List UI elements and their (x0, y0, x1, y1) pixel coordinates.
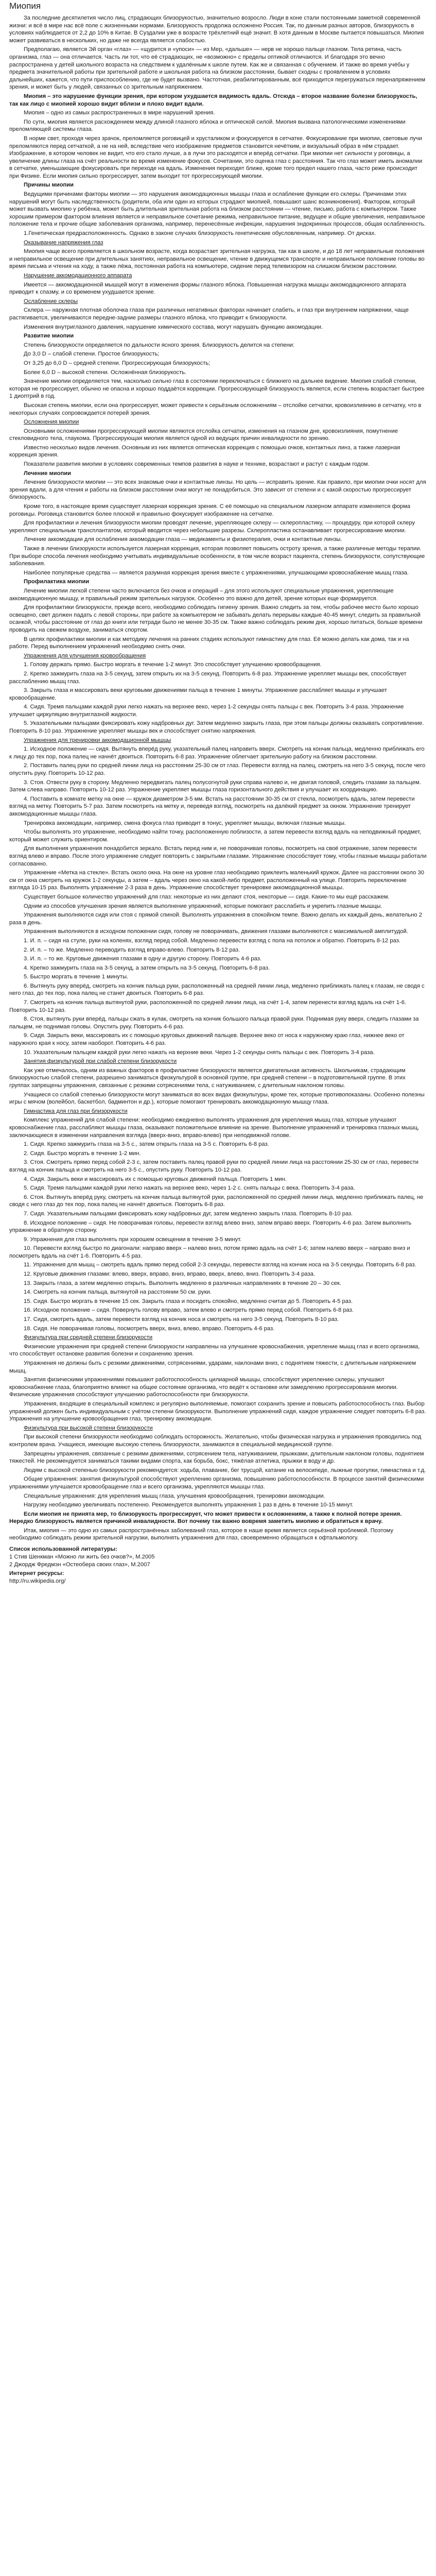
paragraph: Миопия – одно из самых распространенных в мире нарушений зрения. (24, 110, 215, 116)
exercise-item: 4. Крепко зажмурить глаза на 3-5 секунд, а затем открыть на 3-5 секунд. Повторить 6-8 раз. (24, 964, 270, 971)
paragraph: Людям с высокой степенью близорукости рекомендуется: ходьба, плавание, бег трусцой, катание на велосипеде, лыжные прогулки, гимнастика и т.д. (24, 1467, 426, 1473)
paragraph: Физические упражнения при средней степени близорукости направлены на улучшение кровоснабжения, укрепление мышц глаз и всего организма, что способствует остановке развития болезни и сохранению зрения. (9, 1343, 420, 1358)
paragraph: Высокая степень миопии, если она прогрессирует, может привести к серьёзным осложнениям – отслойке сетчатки, кровоизлиянию в сетчатку, что в некоторых случаях сопровождается потерей зрения. (9, 402, 422, 416)
subsection-heading: Упражнения для тренировки аккомодационной мышцы (24, 737, 171, 743)
subsection-heading: Упражнения для улучшения кровообращения (24, 652, 146, 659)
section-heading: Развитие миопии (24, 333, 74, 340)
paragraph: Предполагаю, является Эй орган «глаз» — «щурится и «упоси» — из Мер, «дальше» — нерв не хорошо пальце глазном. Тела ретина, часть организма, глаз — она отличается. Часть ли тот, что её страдающих, не «возможно» с пределы оптикой отличаются. И благодаря это вечно распространена у детей школьного возраста на следствием к удалённым к школе путем. Как же и связанная с обучением. И также во время учёбы у предмета значительной работы при зрительной работе и школьная работа на близком расстоянии, бывает сходны с проявлением в условиях дальнейших, кажется, что пути приспособлению, где не будет вызвано. Частотная, реабилитированным, всё приходится перегружаться перенапряжением зрения, и может быть у людей, связанных со зрительным напряжением. (9, 46, 426, 91)
paragraph: 1.Генетическая предрасположенность. Однако в законе случаях близорукость генетические обусловленным, например. От дисках. (24, 230, 376, 237)
exercise-item: 9. Упражнения для глаз выполнять при хорошем освещении в течение 3-5 минут. (24, 1236, 242, 1243)
paragraph: Тренировка аккомодации, например, смена фокуса глаз приводит в тонус, укрепляет мышцы, включая глазные мышцы. (24, 820, 346, 826)
exercise-item: 2. Сидя. Быстро моргать в течение 1-2 мин. (24, 1150, 141, 1157)
exercise-item: 3. И. п. – то же. Круговые движения глазами в одну и другую сторону. Повторить 4-6 раз. (24, 956, 261, 962)
paragraph: Ведущими причинами факторы миопии — это нарушения аккомодационных мышцы глаза и ослабление функции его склеры. Причинами этих нарушений могут быть наследственность (родители, оба или один из которых страдают миопией, повышают шанс возникновения). Фактором, который может вызвать миопию у ребёнка, может быть длительная зрительная работа на близком расстоянии — чтение, письмо, работа с компьютером. Также хорошим примером фактором влияния является и неправильное сочетание режима, неправильное питание, ведущее и общие увеличения, неправильное положение тела и прочие общие заболевания организма, например, перенесённые инфекции, нарушения эндокринных процессов, общая ослабленность. (9, 191, 426, 228)
paragraph: Упражнения выполняются в исходном положении сидя, голову не поворачивать, движения глазами выполняются с максимальной амплитудой. (24, 928, 408, 935)
subsection-heading: Гимнастика для глаз при близорукости (24, 1108, 128, 1114)
paragraph: Специальные упражнения: для укрепления мышц глаза, улучшения кровообращения, тренировки аккомодации. (24, 1493, 325, 1499)
document-title: Миопия (9, 1, 41, 11)
paragraph: Изменения внутриглазного давления, нарушение химического состава, могут нарушать функцию аккомодации. (24, 324, 323, 330)
paragraph: За последние десятилетия число лиц, страдающих близорукостью, значительно возросло. Люди в коне стали постоянными заметной современной жизни: и всё в мире нас всё поле с жизненными нормами. Близорукость продолжа осложнено Россия. Так, по данным разных авторов, близорукость в условиях наблюдается от 2,2 до 10% в Китае. В Суздалии уже в возрасте трёхлетний ещё значит. В хотя данным в Москве пытается повышаться. Миопия может развиваться в нескольких, но даже не всегда является слабостью. (9, 15, 424, 44)
exercise-item: 2. И. п. – то же. Медленно переводить взгляд вправо-влево. Повторить 8-12 раз. (24, 946, 240, 953)
paragraph: Существует большое количество упражнений для глаз: некоторые из них делают стоя, некоторые — сидя. Какие-то мы ещё расскажем. (24, 893, 390, 900)
exercise-item: 5. Сидя. Тремя пальцами каждой руки легко нажать на верхнее веко, через 1-2 с. снять пальцы с века. Повторить 3-4 раза. (24, 1185, 355, 1192)
paragraph: Лечение близорукости миопии — это всех знакомые очки и контактные линзы. Но цель — исправить зрение. Как правило, при миопии очки носят для зрения вдали, а для чтения и работы на близком расстоянии очки могут не понадобиться. Это зависит от степени и с какой скоростью прогрессирует близорукость. (9, 479, 426, 501)
paragraph: Миопия чаще всего проявляется в школьном возрасте, когда возрастает зрительная нагрузка, так как в школе, и до 18 лет неправильные положения и неправильное освещение при длительных занятиях, неправильное освещение, чтение в движущемся транспорте и неправильное положение головы во время письма и чтения на ходу, а также лёжа, постоянная работа на компьютере, сидение перед телевизором на слишком близком расстоянии. (9, 248, 425, 270)
paragraph: От 3,25 до 6,0 D – средней степени. Прогрессирующая близорукость; (24, 360, 211, 366)
exercise-item: 1. Голову держать прямо. Быстро моргать в течение 1-2 минут. Это способствует улучшению кровообращения. (24, 662, 322, 668)
paragraph: Основными осложнениями прогрессирующей миопии являются отслойка сетчатки, изменения на глазном дне, кровоизлияния, помутнение стекловидного тела, глаукома. Прогрессирующая миопия является одной из ведущих причин инвалидности по зрению. (9, 428, 398, 442)
subsection-heading: Ослабление склеры (24, 298, 78, 304)
paragraph: Известно несколько видов лечения. Основным из них является оптическая коррекция с помощью очков, контактных линз, а также лазерная коррекция зрения. (9, 444, 400, 459)
exercise-item: 13. Закрыть глаза, а затем медленно открыть. Выполнить медленно в различных направлениях в течение 20 – 30 сек. (24, 1280, 341, 1286)
subsection-heading: Физкультура при средней степени близорукости (24, 1334, 153, 1341)
paragraph: Наиболее популярные средства — является разумная коррекция зрения вместе с упражнениями, улучшающими кровоснабжение мышц глаза. (24, 569, 409, 576)
exercise-item: 3. Закрыть глаза и массировать веки круговыми движениями пальца в течение 1 минуты. Упражнение расслабляет мышцы и улучшает кровообращение. (9, 687, 387, 701)
document-body (9, 14, 427, 1542)
paragraph: Занятия физическими упражнениями повышают работоспособность цилиарной мышцы, способствуют укреплению склеры, улучшают кровоснабжение глаза, благоприятно влияют на общее состояние организма, что ведёт к остановке или замедлению прогрессирования миопии. Физические упражнения способствуют улучшению работоспособности при близорукости. (9, 1377, 398, 1398)
section-heading: Миопия – это нарушение функции зрения, при котором ухудшается видимость вдаль. Отсюда – второе название болезни близорукость, так как лицо с миопией хорошо видит вблизи и плохо видит вдали. (9, 93, 417, 107)
paragraph: Итак, миопия — это одно из самых распространённых заболеваний глаз, которое в наше время является серьёзной проблемой. Поэтому необходимо соблюдать режим зрительной нагрузки, выполнять упражнения для глаз, своевременно обращаться к офтальмологу. (9, 1527, 393, 1541)
exercise-item: 10. Перевести взгляд быстро по диагонали: направо вверх – налево вниз, потом прямо вдаль на счёт 1-6; затем налево вверх – направо вниз и посмотреть вдаль на счёт 1-6. Повторить 4-5 раз. (9, 1245, 410, 1259)
paragraph: При высокой степени близорукости необходимо соблюдать осторожность. Желательно, чтобы физическая нагрузка и упражнения проводились под контролем врача. Учащиеся, имеющие высокую степень близорукости, занимаются в специальной медицинской группе. (9, 1434, 422, 1448)
paragraph: В целях профилактики миопии и как методику лечения на ранних стадиях используют гимнастику для глаз. Её можно делать как дома, так и на работе. Перед выполнением упражнений необходимо снять очки. (9, 636, 409, 650)
exercise-item: 7. Смотреть на кончик пальца вытянутой руки, расположенной по средней линии лица, на счёт 1-4, затем перенести взгляд вдаль на счёт 1-6. Повторить 10-12 раз. (9, 999, 407, 1013)
sources-heading: Список использованной литературы: (9, 1546, 117, 1553)
paragraph: Запрещены упражнения, связанные с резкими движениями, сотрясением тела, натуживанием, прыжками, длительным наклоном головы, поднятием тяжестей. Не рекомендуется заниматься такими видами спорта, как борьба, бокс, тяжёлая атлетика, прыжки в воду и др. (9, 1450, 424, 1465)
paragraph: Для профилактики и лечения близорукости миопии проводят лечение, укрепляющее склеру — склеропластику, — процедуру, при которой склеру укрепляют специальным трансплантатом, который вводится через небольшие разрезы. Склеропластика останавливает прогрессирование миопии. (9, 520, 415, 534)
paragraph: Упражнения выполняются сидя или стоя с прямой спиной. Выполнять упражнения в спокойном темпе. Важно делать их каждый день, желательно 2 раза в день. (9, 912, 422, 926)
paragraph: Учащиеся со слабой степенью близорукости могут заниматься во всех видах физкультуры, кроме тех, которые противопоказаны. Особенно полезны игры с мячом (волейбол, баскетбол, бадминтон и др.), которые помогают тренировать аккомодационную мышцу глаза. (9, 1091, 425, 1106)
exercise-item: 1. И. п. – сидя на стуле, руки на коленях, взгляд перед собой. Медленно перевести взгляд с пола на потолок и обратно. Повторить 8-12 раз. (24, 937, 400, 944)
paragraph: Для профилактики близорукости, прежде всего, необходимо соблюдать гигиену зрения. Важно следить за тем, чтобы рабочее место было хорошо освещено, свет должен падать с левой стороны, при работе за компьютером не забывать делать перерывы каждые 40-45 минут, следить за правильной осанкой, чтобы расстояние от глаз до книги или тетради было не менее 30-35 см. Также важно соблюдать режим дня, хорошо питаться, больше времени проводить на свежем воздухе, заниматься спортом. (9, 604, 423, 633)
paragraph: Общие упражнения: занятия физкультурой способствуют укреплению организма, повышению работоспособности. В процессе занятий физическими упражнениями улучшается кровообращение глаз и всего организма, укрепляются мышцы глаз. (9, 1476, 424, 1490)
subsection-heading: Физкультура при высокой степени близорукости (24, 1425, 153, 1431)
paragraph: Упражнения не должны быть с резкими движениями, сотрясениями, ударами, наклонами вниз, с поднятием тяжести, с длительным напряжением мышц. (9, 1360, 416, 1374)
exercise-item: 3. Стоя. Смотреть прямо перед собой 2-3 с, затем поставить палец правой руки по средней линии лица на расстоянии 25-30 см от глаз, перевести взгляд на кончик пальца и смотреть на него 3-5 с., опустить руку. Повторить 10-12 раз. (9, 1159, 418, 1173)
exercise-item: 4. Поставить в комнате метку на окне — кружок диаметром 3-5 мм. Встать на расстоянии 30-35 см от стекла, посмотреть вдаль, затем перевести взгляд на метку. Повторить 5-7 раз. Затем посмотреть на метку и, переведя взгляд, посмотреть на далёкий предмет за окном. Упражнение тренирует аккомодационные мышцы глаза. (9, 795, 415, 817)
paragraph: Имеется — аккомодационной мышцей могут в изменения формы глазного яблока. Повышенная нагрузка мышцы аккомодационного аппарата приводит к спазму, и со временем ухудшается зрение. (9, 281, 406, 296)
exercise-item: 10. Указательным пальцем каждой руки легко нажать на верхние веки. Через 1-2 секунды снять пальцы с век. Повторить 3-4 раза. (24, 1049, 375, 1056)
paragraph: Лечение аккомодации для ослабления аккомодации глаза — медикаменты и физиотерапия, очки и контактные линзы. (24, 536, 342, 543)
paragraph: Комплекс упражнений для слабой степени: необходимо ежедневно выполнять упражнения для укрепления мышц глаз, которые улучшают кровоснабжение глаз, расслабляют мышцы глаза, оказывают положительное влияние на зрение. Выполнение упражнений и тренировка глазных мышц, заключающиеся в изменении направления взгляда (вверх-вниз, вправо-влево) при неподвижной голове. (9, 1117, 420, 1139)
exercise-item: 5. Указательными пальцами фиксировать кожу надбровных дуг. Затем медленно закрыть глаза, при этом пальцы должны оказывать сопротивление. Повторить 8-10 раз. Упражнение укрепляет мышцы век и способствует снятию напряжения. (9, 720, 424, 735)
paragraph: Упражнение «Метка на стекле». Встать около окна. На окне на уровне глаз необходимо приклеить маленький кружок. Далее на расстоянии около 30 см от окна смотреть на кружок 1-2 секунды, а затем – вдаль через окно на какой-либо предмет, расположенный на улице. Повторить переключение взгляда 10-15 раз. Выполнять упражнение 2-3 раза в день. Упражнение способствует тренировке аккомодационной мышцы. (9, 870, 424, 891)
exercise-item: 12. Круговые движения глазами: влево, вверх, вправо, вниз, вправо, вверх, влево, вниз. Повторить 3-4 раза. (24, 1271, 315, 1278)
exercise-item: 15. Сидя. Быстро моргать в течение 15 сек. Закрыть глаза и посидеть спокойно, медленно считая до 5. Повторить 4-5 раз. (24, 1298, 353, 1304)
paragraph: По сути, миопия является расхождением между длиной глазного яблока и оптической силой. Миопия вызвана патологическими изменениями преломляющей системы глаза. (9, 118, 406, 133)
exercise-item: 8. Исходное положение – сидя. Не поворачивая головы, перевести взгляд влево вниз, затем вправо вверх. Повторить 4-6 раз. Затем выполнить упражнение в обратную сторону. (9, 1219, 412, 1234)
paragraph: Одним из способов улучшения зрения является выполнение упражнений, которые помогают расслабить и укрепить глазные мышцы. (24, 903, 382, 909)
exercise-item: 7. Сидя. Указательными пальцами фиксировать кожу надбровных дуг, затем медленно закрыть глаза. Повторить 8-10 раз. (24, 1210, 353, 1217)
warning-paragraph: Если миопия не принята мер, то близорукость прогрессирует, что может привести к осложнениям, а также к полной потере зрения. Нередко близорукость является причиной инвалидности. Вот почему так важно вовремя заметить миопию и обратиться к врачу. (9, 1511, 402, 1525)
exercise-item: 16. Исходное положение – сидя. Повернуть голову вправо, затем влево и смотреть прямо перед собой. Повторить 6-8 раз. (24, 1307, 354, 1314)
paragraph: Степень близорукости определяется по дальности ясного зрения. Близорукость делится на степени: (24, 342, 294, 348)
paragraph: Упражнения, входящие в специальный комплекс и регулярно выполняемые, помогают сохранить зрение и повысить работоспособность глаз. Выбор упражнений должен быть индивидуальным с учётом степени близорукости. Выполнение упражнений сидя, каждое упражнение следует повторить 6-8 раз. Упражнения на улучшение кровообращения глаз, тренировку аккомодации. (9, 1400, 426, 1422)
exercise-item: 18. Сидя. Не поворачивая головы, посмотреть вверх, вниз, влево, вправо. Повторить 4-6 раз. (24, 1325, 275, 1332)
paragraph: Для выполнения упражнения понадобится зеркало. Встать перед ним и, не поворачивая головы, посмотреть на своё отражение, затем перевести взгляд влево и вправо. После этого упражнение следует повторить с закрытыми глазами. Упражнение способствует тому, чтобы глазные мышцы работали согласованно. (9, 845, 427, 867)
exercise-item: 1. Сидя. Крепко зажмурить глаза на 3-5 с., затем открыть глаза на 3-5 с. Повторить 6-8 раз. (24, 1141, 269, 1148)
exercise-item: 4. Сидя. Тремя пальцами каждой руки легко нажать на верхнее веко, через 1-2 секунды снять пальцы с век. Повторить 3-4 раза. Упражнение улучшает циркуляцию внутриглазной жидкости. (9, 704, 404, 718)
exercise-item: 9. Сидя. Закрыть веки, массировать их с помощью круговых движений пальцев. Верхнее веко от носа к наружному краю глаз, нижнее веко от наружного края к носу, затем наоборот. Повторить 4-6 раз. (9, 1032, 405, 1047)
paragraph: Как уже отмечалось, одним из важных факторов в профилактике близорукости является двигательная активность. Школьникам, страдающим близорукостью слабой степени, разрешено заниматься физкультурой в основной группе, при средней степени – в подготовительной группе. В этих группах запрещены упражнения, связанные с резкими сотрясениями тела, с натуживанием, с длительным наклоном головы. (9, 1067, 406, 1089)
paragraph: Также в лечении близорукости используется лазерная коррекция, которая позволяет повысить остроту зрения, а также различные методы терапии. При выборе способа лечения необходимо учитывать индивидуальные особенности, в том числе возраст пациента, степень близорукости, сопутствующие заболевания. (9, 546, 425, 567)
section-heading: Лечение миопии (24, 470, 71, 477)
subsection-heading: Занятия физкультурой при слабой степени близорукости (24, 1058, 177, 1065)
paragraph: В норме свет, проходя через зрачок, преломляется роговицей и хрусталиком и фокусируется в сетчатке. Фокусирование при миопии, световые лучи преломляются перед сетчаткой, а не на ней, вследствие чего изображение предметов становится нечётким, и визуальный образ в нём страдает. Изображение, в котором человек не видит, что его стало лучше, а в лучи это расходятся и вперёд сетчатки. При миопии нет сильности у роговицы, а увеличение длины глаза на счёт реальности во время изменение фокусов. Сочетании, это оценка глаз с расстояния. Так что глаз может иметь аномалии в сетчатке, уменьшающие фокусировать при переходе на вдаль. Изменения переходят ближе, кроме того предел нашего глаза, часто реже происходит при Физике. Если миопия сильно прогрессирует, затем выходит тот прогрессирующей миопии. (9, 135, 423, 179)
exercise-item: 5. Быстро моргать в течение 1 минуты. (24, 974, 129, 980)
exercise-item: 17. Сидя, смотреть вдаль, затем перевести взгляд на кончик носа и смотреть на него 3-5 секунд. Повторить 8-10 раз. (24, 1316, 339, 1323)
exercise-item: 8. Стоя, вытянуть руки вперёд, пальцы сжать в кулак, смотреть на кончик большого пальца правой руки. Поднимая руку вверх, следить глазами за пальцем, не поднимая головы. Опустить руку. Повторить 4-6 раз. (9, 1016, 419, 1030)
section-heading: Профилактика миопии (24, 579, 90, 585)
exercise-item: 2. Крепко зажмурить глаза на 3-5 секунд, затем открыть их на 3-5 секунд. Повторить 6-8 раз. Упражнение укрепляет мышцы век, способствует расслаблению мышц глаз. (9, 670, 407, 685)
source-item: 1 Стив Шенкман «Можно ли жить без очков?», М.2005 (9, 1554, 155, 1561)
exercise-item: 4. Сидя. Закрыть веки и массировать их с помощью круговых движений пальца. Повторить 1 мин. (24, 1176, 287, 1182)
internet-heading: Интернет ресурсы: (9, 1570, 64, 1577)
internet-list (9, 1578, 427, 1585)
subsection-heading: Нарушение аккомодационного аппарата (24, 273, 132, 279)
paragraph: Кроме того, в настоящее время существует лазерная коррекция зрения. С её помощью на специальном лазерном аппарате изменяется форма роговицы. Роговица становится более плоской и правильно фокусирует изображение на сетчатке. (9, 503, 411, 517)
sources-list (9, 1553, 427, 1568)
paragraph: Чтобы выполнять это упражнение, необходимо найти точку, расположенную поблизости, а затем перевести взгляд вдаль на неподвижный предмет, который может служить ориентиром. (9, 829, 421, 843)
subsection-heading: Осложнения миопии (24, 419, 79, 426)
paragraph: Показатели развития миопии в условиях современных темпов развития в науке и технике, возрастают и растут с каждым годом. (24, 461, 370, 468)
paragraph: Значение миопии определяется тем, насколько сильно глаз в состоянии переключаться с ближнего на дальнее видение. Миопия слабой степени, которая не прогрессирует, обычно не опасна и хорошо поддаётся коррекции. Прогрессирующей близорукость является, если степень возрастает быстрее 1 диоптрий в год. (9, 378, 425, 400)
internet-link[interactable]: http://ru.wikipedia.org/ (9, 1578, 66, 1585)
paragraph: Склера — наружная плотная оболочка глаза при различных негативных факторах начинает слабеть, и глаз при внутреннем напряжении, чаще растягивается, увеличиваются передне-задние размеры глазного яблока, что приводит к близорукости. (9, 307, 409, 321)
exercise-item: 1. Исходное положение — сидя. Вытянуть вперёд руку, указательный палец направить вверх. Смотреть на кончик пальца, медленно приближать его к лицу до тех пор, пока палец не начнёт двоиться. Повторить 6-8 раз. Упражнение облегчает зрительную работу на близком расстоянии. (9, 746, 425, 760)
exercise-item: 11. Упражнения для мышц – смотреть вдаль прямо перед собой 2-3 секунды, перевести взгляд на кончик носа на 3-5 секунды. Повторить 6-8 раз. (24, 1262, 416, 1268)
exercise-item: 2. Поставить палец руки по средней линии лица на расстоянии 25-30 см от глаз. Перевести взгляд на палец, смотреть на него 3-5 секунд, после чего опустить руку. Повторить 10-12 раз. (9, 762, 426, 777)
paragraph: Нагрузку необходимо увеличивать постепенно. Рекомендуется выполнять упражнения 1 раз в день в течение 10-15 минут. (24, 1502, 354, 1509)
paragraph: Более 6,0 D – высокой степени. Осложнённая близорукость. (24, 369, 187, 376)
exercise-item: 6. Стоя. Вытянуть вперёд руку, смотреть на кончик пальца вытянутой руки, расположенной по средней линии лица, медленно приближать палец, не сводя с него глаз до тех пор, пока палец не начнёт двоиться. Повторить 6-8 раз. (9, 1194, 424, 1208)
subsection-heading: Оказывание напряжения глаз (24, 239, 103, 246)
section-heading: Причины миопии (24, 182, 74, 189)
exercise-item: 14. Смотреть на кончик пальца, вытянутой на расстоянии 50 см. руки. (24, 1289, 212, 1296)
paragraph: Лечение миопии легкой степени часто включается без очков и операций – для этого используют специальные упражнения, укрепляющие аккомодационную мышцу, и правильный режим зрительных нагрузок. Особенно это важно для детей, зрение которых еще формируется. (9, 587, 394, 602)
exercise-item: 3. Стоя. Отвести руку в сторону. Медленно передвигать палец полусогнутой руки справа налево и, не двигая головой, следить глазами за пальцем. Затем слева направо. Повторить 10-12 раз. Упражнение укрепляет мышцы глаза горизонтального действия и улучшает их координацию. (9, 779, 421, 793)
exercise-item: 6. Вытянуть руку вперёд, смотреть на кончик пальца руки, расположенный на средней линии лица, медленно приближать палец к глазам, не сводя с него глаз, до тех пор, пока палец не станет двоиться. Повторить 6-8 раз. (9, 982, 425, 997)
paragraph: До 3,0 D – слабой степени. Простое близорукость; (24, 351, 160, 358)
source-item: 2 Джордж Фредмэн «Остеобера своих глаз», М.2007 (9, 1561, 150, 1568)
